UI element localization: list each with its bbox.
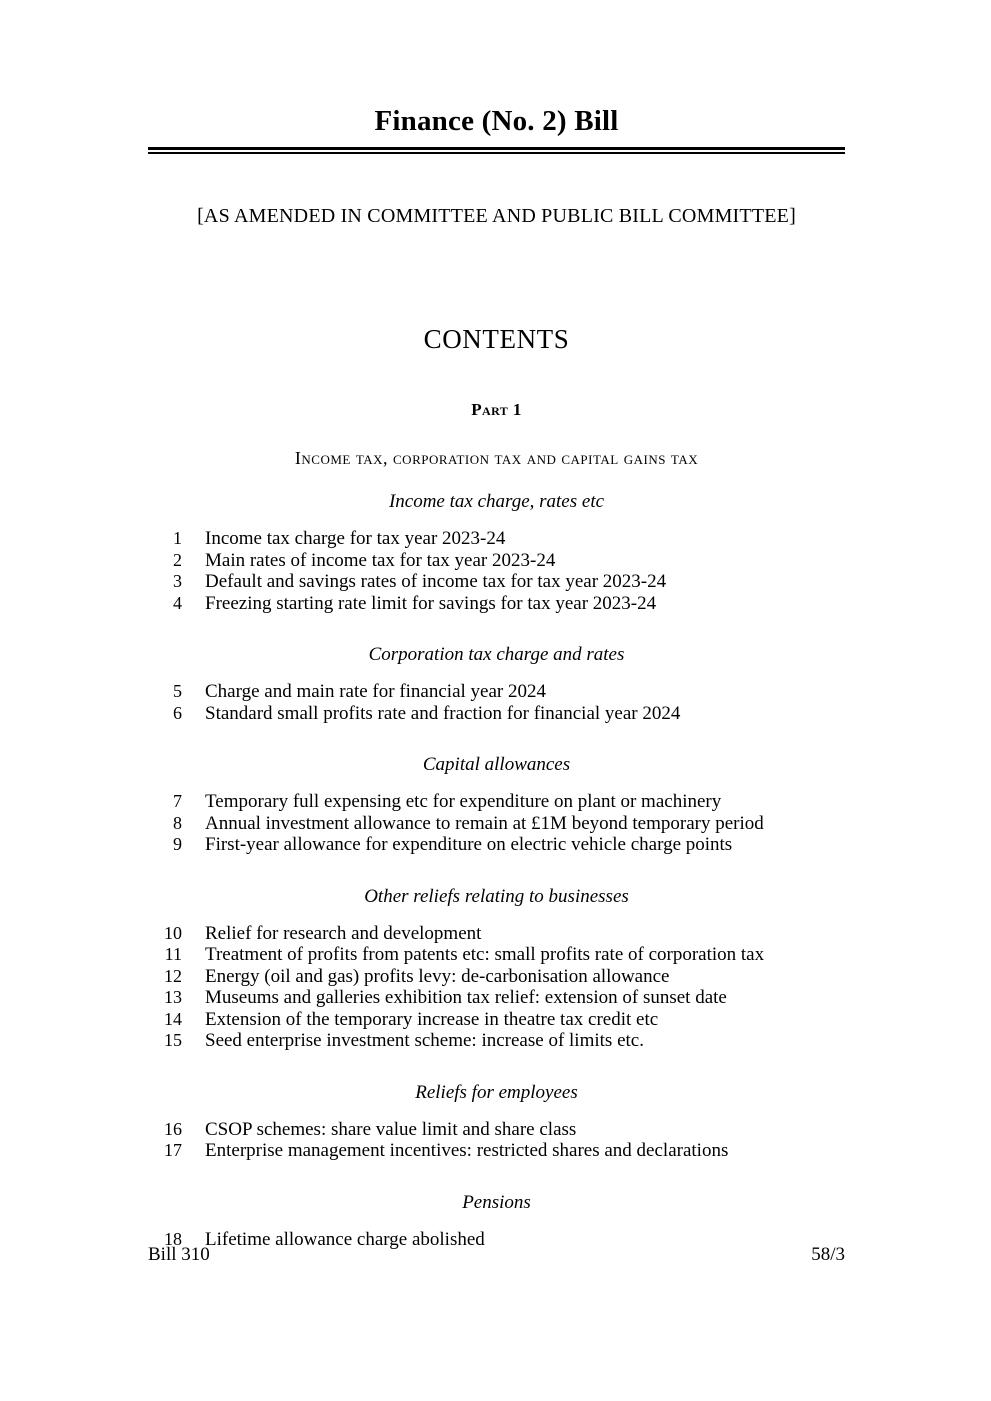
part-title: Income tax, corporation tax and capital gains tax [294, 448, 699, 468]
title-double-rule [148, 147, 845, 154]
toc-entry-text: Income tax charge for tax year 2023-24 [205, 528, 506, 549]
toc-group [148, 753, 845, 856]
toc-entry-text: Museums and galleries exhibition tax relief: extension of sunset date [205, 987, 727, 1008]
toc-entry-text: CSOP schemes: share value limit and share class [205, 1118, 577, 1140]
toc-entry-text: Standard small profits rate and fraction for financial year 2024 [205, 702, 681, 724]
toc-entry-number: 14 [164, 1008, 182, 1029]
toc-group [148, 643, 845, 724]
footer-bill-number: Bill 310 [148, 1244, 210, 1265]
toc-entry-number: 12 [164, 965, 182, 986]
toc-entry[interactable] [148, 1119, 845, 1141]
toc-entry-text: Enterprise management incentives: restricted shares and declarations [205, 1140, 729, 1161]
toc-group [148, 885, 845, 1052]
toc-entry[interactable] [148, 791, 845, 813]
toc-entry-text: Energy (oil and gas) profits levy: de-carbonisation allowance [205, 965, 670, 987]
toc-entry-text: Seed enterprise investment scheme: increase of limits etc. [205, 1030, 644, 1051]
toc-entry-number: 6 [173, 702, 182, 723]
rule-thin [148, 152, 845, 154]
toc-entry-number: 7 [173, 791, 182, 811]
toc-entry[interactable] [148, 923, 845, 945]
toc-entry-number: 1 [173, 528, 182, 548]
toc-entry-number: 2 [173, 549, 182, 570]
toc-group-heading: Income tax charge, rates etc [388, 491, 605, 512]
toc-group [148, 490, 845, 614]
toc-group [148, 1191, 845, 1251]
toc-group-heading: Corporation tax charge and rates [368, 644, 625, 665]
toc-entry[interactable] [148, 966, 845, 988]
footer-reference: 58/3 [811, 1244, 845, 1265]
toc-entry[interactable] [148, 703, 845, 725]
toc-entry-text: First-year allowance for expenditure on electric vehicle charge points [205, 834, 733, 855]
toc-group-heading: Capital allowances [422, 754, 571, 775]
toc-group-heading: Reliefs for employees [415, 1081, 578, 1103]
toc-entry-number: 5 [173, 681, 182, 701]
table-of-contents [148, 490, 845, 1250]
toc-entry[interactable] [148, 813, 845, 835]
toc-entry[interactable] [148, 528, 845, 550]
toc-entry-number: 17 [164, 1140, 182, 1160]
toc-entry[interactable] [148, 1030, 845, 1052]
toc-entry[interactable] [148, 593, 845, 615]
toc-entry-text: Freezing starting rate limit for savings for tax year 2023-24 [205, 592, 657, 614]
toc-entry[interactable] [148, 987, 845, 1009]
toc-entry[interactable] [148, 681, 845, 703]
toc-entry-number: 4 [173, 592, 182, 613]
toc-entry-number: 13 [164, 987, 182, 1007]
toc-entry-number: 8 [173, 812, 182, 833]
page-footer [148, 1243, 845, 1267]
toc-entry-number: 10 [164, 922, 182, 943]
toc-entry-text: Charge and main rate for financial year 2024 [205, 681, 546, 702]
toc-entry[interactable] [148, 834, 845, 856]
toc-entry-text: Annual investment allowance to remain at £1M beyond temporary period [205, 812, 764, 834]
part-block [148, 399, 845, 469]
amendment-note: [AS AMENDED IN COMMITTEE AND PUBLIC BILL COMMITTEE] [197, 205, 796, 227]
toc-entry-number: 16 [164, 1118, 182, 1139]
part-label: Part 1 [471, 400, 522, 419]
toc-entry-text: Main rates of income tax for tax year 2023-24 [205, 549, 556, 571]
toc-entry-text: Lifetime allowance charge abolished [205, 1228, 485, 1250]
toc-entry[interactable] [148, 944, 845, 966]
toc-entry-number: 18 [164, 1228, 182, 1249]
toc-entry-number: 3 [173, 571, 182, 591]
toc-entry[interactable] [148, 550, 845, 572]
toc-entry-text: Extension of the temporary increase in theatre tax credit etc [205, 1008, 659, 1030]
toc-entry-text: Default and savings rates of income tax for tax year 2023-24 [205, 571, 667, 592]
toc-entry-number: 11 [164, 944, 182, 964]
toc-group [148, 1081, 845, 1162]
toc-entry-number: 9 [173, 834, 182, 854]
toc-entry-number: 15 [164, 1030, 182, 1050]
toc-group-heading: Pensions [462, 1191, 531, 1213]
page-title: Finance (No. 2) Bill [374, 105, 619, 137]
toc-entry[interactable] [148, 1009, 845, 1031]
masthead [148, 104, 845, 154]
toc-entry-text: Treatment of profits from patents etc: small profits rate of corporation tax [205, 944, 765, 965]
toc-entry[interactable] [148, 571, 845, 593]
toc-entry-text: Temporary full expensing etc for expenditure on plant or machinery [205, 791, 722, 812]
toc-group-heading: Other reliefs relating to businesses [364, 885, 629, 907]
toc-entry-text: Relief for research and development [205, 922, 482, 944]
contents-heading: CONTENTS [423, 324, 570, 354]
toc-entry[interactable] [148, 1140, 845, 1162]
